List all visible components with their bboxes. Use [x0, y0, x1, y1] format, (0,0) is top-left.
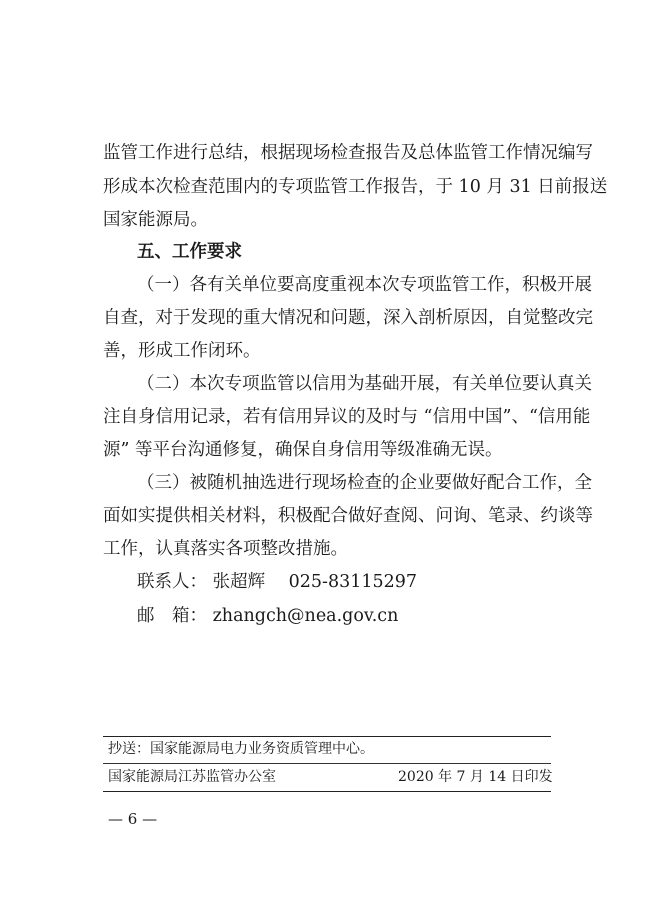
- paragraph-line: 善，形成工作闭环。: [103, 341, 261, 361]
- footer-bottom-rule: [103, 791, 551, 792]
- issue-date: 2020 年 7 月 14 日印发: [398, 769, 553, 785]
- paragraph-line: （一）各有关单位要高度重视本次专项监管工作，积极开展: [137, 275, 592, 295]
- contact-person-name: 张超辉: [212, 572, 266, 592]
- contact-person: [137, 569, 607, 595]
- paragraph-line: 国家能源局。: [103, 210, 208, 230]
- section-heading: 五、工作要求: [137, 242, 242, 262]
- paragraph-line: （二）本次专项监管以信用为基础开展，有关单位要认真关: [137, 374, 592, 394]
- footer-middle-rule: [103, 763, 551, 764]
- paragraph-line: 形成本次检查范围内的专项监管工作报告，于 10 月 31 日前报送: [103, 177, 608, 197]
- paragraph-line: 工作，认真落实各项整改措施。: [103, 539, 348, 559]
- contact-email-label: 邮 箱：: [137, 606, 207, 626]
- contact-person-label: 联系人：: [137, 572, 207, 592]
- contact-email-row: [137, 603, 607, 629]
- paragraph-line: 源” 等平台沟通修复，确保自身信用等级准确无误。: [103, 440, 503, 460]
- footer-top-rule: [103, 736, 551, 737]
- page-number: — 6 —: [108, 810, 158, 828]
- issuer: 国家能源局江苏监管办公室: [108, 769, 276, 785]
- contact-email[interactable]: zhangch@nea.gov.cn: [212, 606, 399, 626]
- paragraph-line: 监管工作进行总结，根据现场检查报告及总体监管工作情况编写: [103, 143, 593, 163]
- paragraph-line: 自查，对于发现的重大情况和问题，深入剖析原因，自觉整改完: [103, 308, 593, 328]
- paragraph-line: 面如实提供相关材料，积极配合做好查阅、问询、笔录、约谈等: [103, 506, 593, 526]
- contact-phone: 025-83115297: [288, 572, 418, 592]
- paragraph-line: （三）被随机抽选进行现场检查的企业要做好配合工作，全: [137, 473, 592, 493]
- cc-line: 抄送：国家能源局电力业务资质管理中心。: [108, 741, 374, 757]
- paragraph-line: 注自身信用记录，若有信用异议的及时与 “信用中国”、“信用能: [103, 407, 591, 427]
